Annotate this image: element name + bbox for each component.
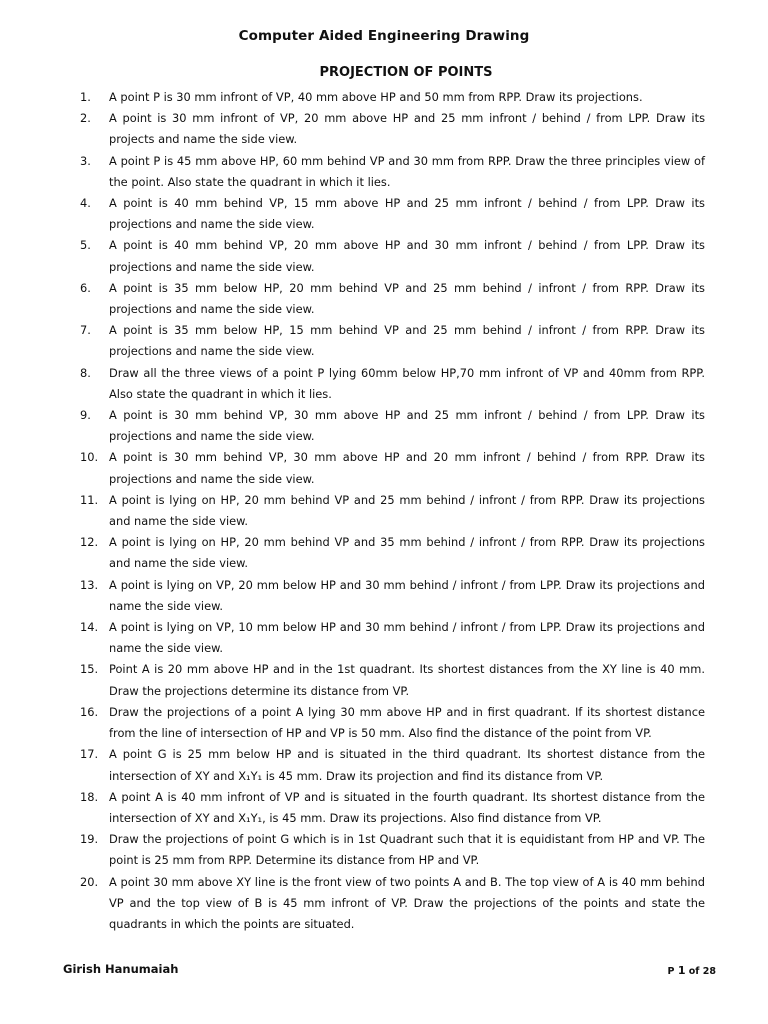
question-number: 15. [80,662,99,677]
question-number: 20. [80,874,99,889]
page-total: 28 [702,966,716,977]
question-number: 2. [80,111,91,126]
question-number: 18. [80,789,99,804]
question-text: A point P is 30 mm infront of VP, 40 mm above HP and 50 mm from RPP. Draw its projections. [109,90,643,104]
question-text: A point is 40 mm behind VP, 15 mm above HP and 25 mm infront / behind / from LPP. Draw its projections and name the side view. [109,196,705,232]
question-text: A point is 30 mm behind VP, 30 mm above HP and 25 mm infront / behind / from LPP. Draw its projections and name the side view. [109,408,705,444]
question-text: A point is 35 mm below HP, 15 mm behind VP and 25 mm behind / infront / from RPP. Draw its projections and name the side view. [109,323,705,359]
question-text: A point A is 40 mm infront of VP and is situated in the fourth quadrant. Its shortest distance from the intersection of XY and X₁Y₁, is 45 mm. Draw its projections. Also find distance from VP. [109,789,705,825]
question-number: 11. [80,492,99,507]
question-item [80,490,705,532]
question-text: A point is 40 mm behind VP, 20 mm above HP and 30 mm infront / behind / from LPP. Draw its projections and name the side view. [109,238,705,274]
question-item [80,405,705,447]
question-item [80,659,705,701]
question-number: 7. [80,323,91,338]
question-text: A point is lying on VP, 10 mm below HP and 30 mm behind / infront / from LPP. Draw its projections and name the side view. [109,620,705,656]
question-text: A point is lying on VP, 20 mm below HP and 30 mm behind / infront / from LPP. Draw its projections and name the side view. [109,577,705,613]
question-number: 12. [80,535,99,550]
question-text: A point is 30 mm infront of VP, 20 mm above HP and 25 mm infront / behind / from LPP. Draw its projects and name the side view. [109,111,705,147]
page-of: of [688,966,700,977]
question-item [80,193,705,235]
question-number: 5. [80,238,91,253]
question-number: 17. [80,747,99,762]
question-number: 16. [80,704,99,719]
question-number: 3. [80,153,91,168]
question-item [80,447,705,489]
page-current: 1 [677,964,686,977]
question-item [80,235,705,277]
document-title: Computer Aided Engineering Drawing [238,28,530,44]
question-item [80,617,705,659]
question-item [80,872,705,936]
question-number: 9. [80,408,91,423]
question-item [80,829,705,871]
question-text: A point G is 25 mm below HP and is situated in the third quadrant. Its shortest distance from the intersection of XY and X₁Y₁ is 45 mm. Draw its projection and find its distance from VP. [109,747,705,783]
question-text: Draw all the three views of a point P lying 60mm below HP,70 mm infront of VP and 40mm from RPP. Also state the quadrant in which it lies. [109,365,705,401]
question-item [80,151,705,193]
question-text: A point 30 mm above XY line is the front view of two points A and B. The top view of A is 40 mm behind VP and the top view of B is 45 mm infront of VP. Draw the projections of the points and state the quadrants in which the points are situated. [109,874,705,931]
footer-author: Girish Hanumaiah [63,962,179,976]
question-text: A point is lying on HP, 20 mm behind VP and 35 mm behind / infront / from RPP. Draw its projections and name the side view. [109,535,705,571]
question-number: 19. [80,832,99,847]
question-item [80,532,705,574]
question-text: Point A is 20 mm above HP and in the 1st quadrant. Its shortest distances from the XY line is 40 mm. Draw the projections determine its distance from VP. [109,662,705,698]
question-item [80,575,705,617]
question-item [80,320,705,362]
question-item [80,278,705,320]
question-number: 6. [80,280,91,295]
question-item [80,702,705,744]
question-item [80,87,705,108]
question-text: A point is 35 mm below HP, 20 mm behind VP and 25 mm behind / infront / from RPP. Draw its projections and name the side view. [109,280,705,317]
question-number: 1. [80,90,91,104]
question-text: A point is 30 mm behind VP, 30 mm above HP and 20 mm infront / behind / from RPP. Draw its projections and name the side view. [109,450,705,486]
question-item [80,108,705,150]
question-number: 8. [80,365,91,380]
question-number: 10. [80,450,99,465]
page-prefix: P [667,966,675,977]
question-item [80,744,705,786]
question-item [80,787,705,829]
question-text: Draw the projections of point G which is in 1st Quadrant such that it is equidistant from HP and VP. The point is 25 mm from RPP. Determine its distance from HP and VP. [109,832,705,868]
page-number [668,964,716,977]
question-text: A point P is 45 mm above HP, 60 mm behind VP and 30 mm from RPP. Draw the three principles view of the point. Also state the quadrant in which it lies. [109,153,705,189]
question-list [80,87,705,935]
section-title: PROJECTION OF POINTS [319,65,493,80]
question-text: A point is lying on HP, 20 mm behind VP and 25 mm behind / infront / from RPP. Draw its projections and name the side view. [109,492,705,529]
question-number: 14. [80,620,99,635]
question-item [80,363,705,405]
question-number: 4. [80,196,91,211]
question-number: 13. [80,577,99,592]
question-text: Draw the projections of a point A lying 30 mm above HP and in first quadrant. If its shortest distance from the line of intersection of HP and VP is 50 mm. Also find the distance of the point from VP. [109,704,705,741]
